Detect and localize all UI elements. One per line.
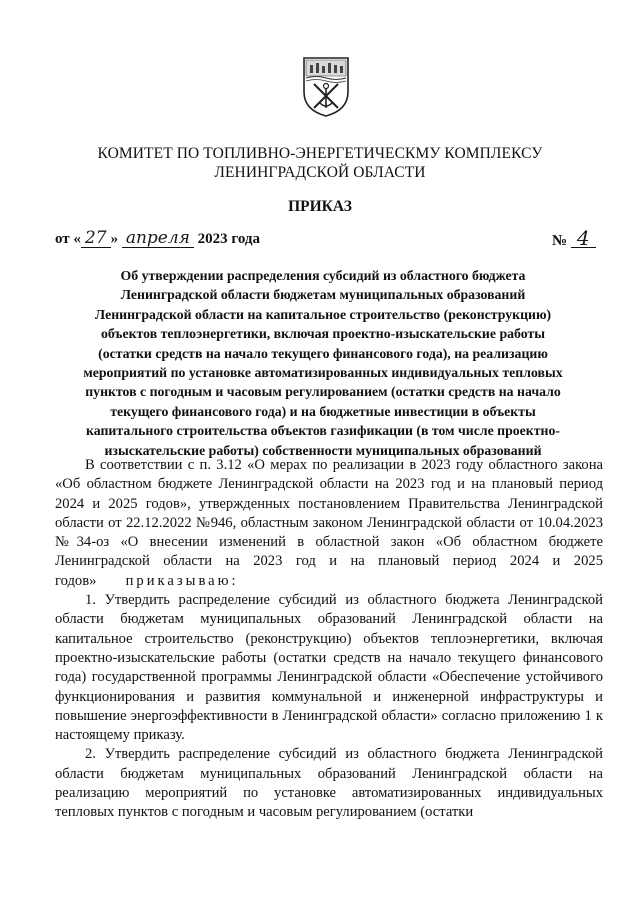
body-command: приказываю: (125, 572, 239, 589)
order-body (55, 456, 603, 823)
date-day: 27 (81, 229, 111, 248)
body-item-1: 1. Утвердить распределение субсидий из областного бюджета Ленинградской области бюджетам муниципальных образований Ленинградской области на капитальное строительство (реконструкцию) объектов теплоэнергетики, включая проектно-изыскательские работы (остатки средств на начало текущего финансового года) государственной программы Ленинградской области «Обеспечение устойчивого функционирования и развития коммунальной и инженерной инфраструктуры и повышение энергоэффективности в Ленинградской области» согласно приложению 1 к настоящему приказу. (55, 592, 603, 744)
body-item-2: 2. Утвердить распределение субсидий из областного бюджета Ленинградской области бюджетам муниципальных образований Ленинградской области на реализацию мероприятий по установке автоматизированных индивидуальных тепловых пунктов с погодным и часовым регулированием (остатки (55, 746, 603, 821)
body-intro (55, 456, 603, 591)
order-number (552, 226, 596, 250)
body-intro-text: В соответствии с п. 3.12 «О мерах по реализации в 2023 году областного закона «Об областном бюджете Ленинградской области на 2023 год и на плановый период 2024 и 2025 годов», утвержденных постановлением Правительства Ленинградской области от 22.12.2022 №946, областным законом Ленинградской области от 10.04.2023 №34-оз «О внесении изменений в областной закон «Об областном бюджете Ленинградской области на 2023 год и на плановый период 2024 и 2025 годов» (55, 457, 603, 589)
date-mid: » (110, 231, 122, 247)
date-prefix: от « (55, 231, 81, 247)
number-value: 4 (571, 229, 596, 248)
order-date (55, 229, 260, 248)
number-label: № (552, 233, 568, 249)
committee-line-1: КОМИТЕТ ПО ТОПЛИВНО-ЭНЕРГЕТИЧЕСКМУ КОМПЛЕКСУ (97, 145, 543, 162)
order-title: ПРИКАЗ (288, 198, 352, 215)
date-year: 2023 года (197, 231, 261, 247)
coat-of-arms-icon (302, 56, 350, 118)
committee-name (60, 144, 580, 182)
order-subject: Об утверждении распределения субсидий из областного бюджета Ленинградской области бюджетам муниципальных образований Ленинградской области на капитальное строительство (реконструкцию) объектов теплоэнергетики, включая проектно-изыскательские работы (остатки средств на начало текущего финансового года), на реализацию мероприятий по установке автоматизированных индивидуальных тепловых пунктов с погодным и часовым регулированием (остатки средств на начало текущего финансового года) и на бюджетные инвестиции в объекты капитального строительства объектов газификации (в том числе проектно-изыскательские работы) собственности муниципальных образований (83, 268, 563, 458)
date-month: апреля (122, 229, 194, 248)
committee-line-2: ЛЕНИНГРАДСКОЙ ОБЛАСТИ (214, 164, 426, 181)
